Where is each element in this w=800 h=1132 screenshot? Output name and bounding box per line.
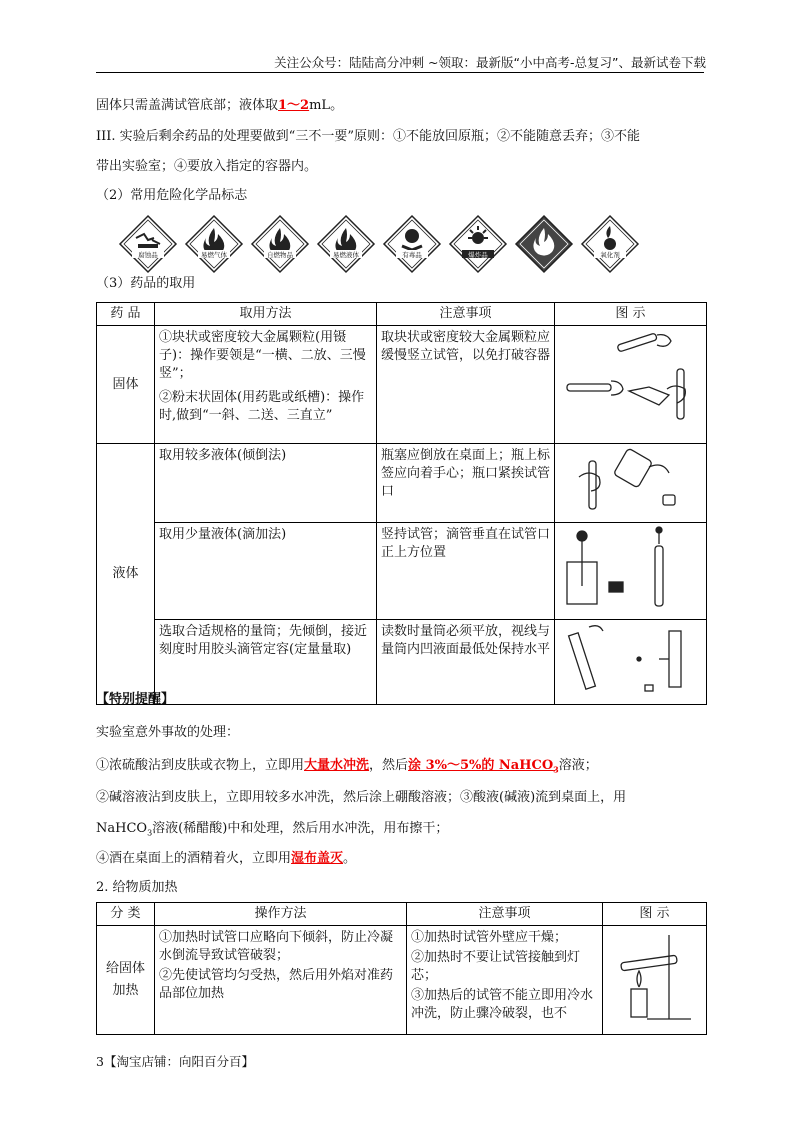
th-note: 注意事项: [407, 903, 603, 926]
highlight-amount: 1～2: [278, 98, 310, 113]
tips-text: NaHCO: [96, 821, 148, 836]
flame-icon: [514, 214, 574, 274]
hazard-sign-label: 有毒品: [402, 251, 422, 259]
cell-heat-method: [155, 926, 407, 1035]
heat-method-a: ①加热时试管口应略向下倾斜，防止冷凝水倒流导致试管破裂；: [159, 930, 394, 963]
tips-intro: 实验室意外事故的处理：: [96, 725, 240, 740]
flame-icon: [250, 214, 310, 274]
th-category: 分 类: [97, 903, 155, 926]
figure-solid: [555, 326, 707, 444]
intro-unit: mL。: [309, 98, 344, 113]
hazard-sign: [580, 214, 640, 274]
figure-dropper: [555, 523, 707, 620]
th-reagent: 药 品: [97, 303, 155, 326]
corrosive-icon: [118, 214, 178, 274]
hazard-sign: [250, 214, 310, 274]
cell-liquid-method-3: 选取合适规格的量筒；先倾倒，接近刻度时用胶头滴管定容(定量量取): [155, 620, 377, 705]
heat-note-c: ③加热后的试管不能立即用冷水冲洗，防止骤冷破裂，也不: [411, 988, 594, 1021]
heat-note-a: ①加热时试管外壁应干燥；: [411, 930, 568, 945]
th-note: 注意事项: [377, 303, 555, 326]
cell-heat-note: [407, 926, 603, 1035]
tips-title: 【特别提醒】: [96, 692, 175, 707]
page-footer: 3【淘宝店铺：向阳百分百】: [96, 1054, 254, 1069]
tips-line-3: [96, 819, 706, 844]
row-label-liquid: 液体: [97, 444, 155, 705]
section-hazard-title: （2）常用危险化学品标志: [96, 188, 248, 203]
hazard-sign-label: 自燃物品: [267, 251, 293, 259]
hazard-sign-label: 氧化剂: [600, 251, 620, 259]
hazard-sign: [316, 214, 376, 274]
solid-method-b: ②粉末状固体(用药匙或纸槽)：操作时,做到“一斜、二送、三直立”: [159, 390, 365, 423]
solid-method-a: ①块状或密度较大金属颗粒(用镊子)：操作要领是“一横、二放、三慢竖”；: [159, 330, 366, 381]
flame-icon: [316, 214, 376, 274]
th-figure: 图 示: [555, 303, 707, 326]
subscript: 3: [147, 828, 153, 838]
hazard-sign: [118, 214, 178, 274]
tips-line-2: ②碱溶液沾到皮肤上，立即用较多水冲洗，然后涂上硼酸溶液；③酸液(碱液)流到桌面上，用: [96, 790, 627, 805]
page-header: 关注公众号：陆陆高分冲刺 ~领取：最新版“小中高考-总复习”、最新试卷下载: [274, 55, 706, 70]
highlight-wet-cloth: 湿布盖灭: [291, 851, 344, 866]
dropper-illustration: [559, 526, 699, 610]
intro-line-2: III. 实验后剩余药品的处理要做到“三不一要”原则：①不能放回原瓶；②不能随意丢弃；③不能: [96, 129, 640, 144]
highlight-water: 大量水冲洗: [304, 758, 370, 773]
row-label-solid: 固体: [97, 326, 155, 444]
tips-text: ，然后: [369, 758, 409, 773]
hazard-sign-label: 易燃液体: [333, 251, 359, 259]
cell-liquid-note-3: 读数时量筒必须平放，视线与量筒内凹液面最低处保持水平: [377, 620, 555, 705]
cylinder-illustration: [559, 623, 699, 695]
header-divider: [96, 72, 704, 73]
subscript: 3: [553, 764, 559, 775]
cell-solid-method: [155, 326, 377, 444]
intro-line-1: [96, 96, 706, 116]
tips-text: ①浓硫酸沾到皮肤或衣物上，立即用: [96, 758, 305, 773]
th-method: 取用方法: [155, 303, 377, 326]
hazard-sign: [184, 214, 244, 274]
cell-liquid-method-2: 取用少量液体(滴加法): [155, 523, 377, 620]
highlight-nahco3: [408, 758, 559, 773]
heat-method-b: ②先使试管均匀受热，然后用外焰对准药品部位加热: [159, 968, 394, 1001]
hazard-sign-label: 爆炸品: [468, 251, 488, 259]
pouring-illustration: [559, 447, 699, 513]
hazard-sign: [448, 214, 508, 274]
cell-solid-note: 取块状或密度较大金属颗粒应缓慢竖立试管，以免打破容器: [377, 326, 555, 444]
tips-text: 溶液；: [558, 758, 598, 773]
tips-line-1: [96, 756, 706, 780]
tips-text: ④酒在桌面上的酒精着火，立即用: [96, 851, 292, 866]
cell-liquid-note-1: 瓶塞应倒放在桌面上；瓶上标签应向着手心；瓶口紧挨试管口: [377, 444, 555, 523]
heating-table: [96, 902, 707, 1035]
heat-note-b: ②加热时不要让试管接触到灯芯；: [411, 950, 581, 983]
highlight-nahco3-text: 涂 3%～5%的 NaHCO: [408, 758, 554, 773]
oxidizer-icon: [580, 214, 640, 274]
tweezers-illustration: [559, 329, 699, 429]
figure-heating: [603, 926, 707, 1035]
hazard-signs: [118, 214, 640, 274]
skull-icon: [382, 214, 442, 274]
explosion-icon: [448, 214, 508, 274]
hazard-sign-label: 腐蚀品: [138, 251, 158, 259]
tips-text: 。: [343, 851, 357, 866]
tips-line-4: [96, 849, 706, 869]
intro-line-3: 带出实验室；④要放入指定的容器内。: [96, 159, 318, 174]
hazard-sign: [514, 214, 574, 274]
section-reagent-title: （3）药品的取用: [96, 276, 196, 291]
reagent-table: [96, 302, 707, 705]
hazard-sign: [382, 214, 442, 274]
cell-liquid-method-1: 取用较多液体(倾倒法): [155, 444, 377, 523]
tips-text: 溶液(稀醋酸)中和处理，然后用水冲洗，用布擦干；: [152, 821, 449, 836]
section-heat-title: 2. 给物质加热: [96, 880, 178, 895]
th-operation: 操作方法: [155, 903, 407, 926]
cell-liquid-note-2: 竖持试管；滴管垂直在试管口正上方位置: [377, 523, 555, 620]
th-figure: 图 示: [603, 903, 707, 926]
flame-icon: [184, 214, 244, 274]
heating-illustration: [607, 929, 703, 1025]
hazard-sign-label: 易燃气体: [201, 251, 227, 259]
figure-pour: [555, 444, 707, 523]
intro-text: 固体只需盖满试管底部；液体取: [96, 98, 279, 113]
row-label-heat-solid: 给固体加热: [97, 926, 155, 1035]
